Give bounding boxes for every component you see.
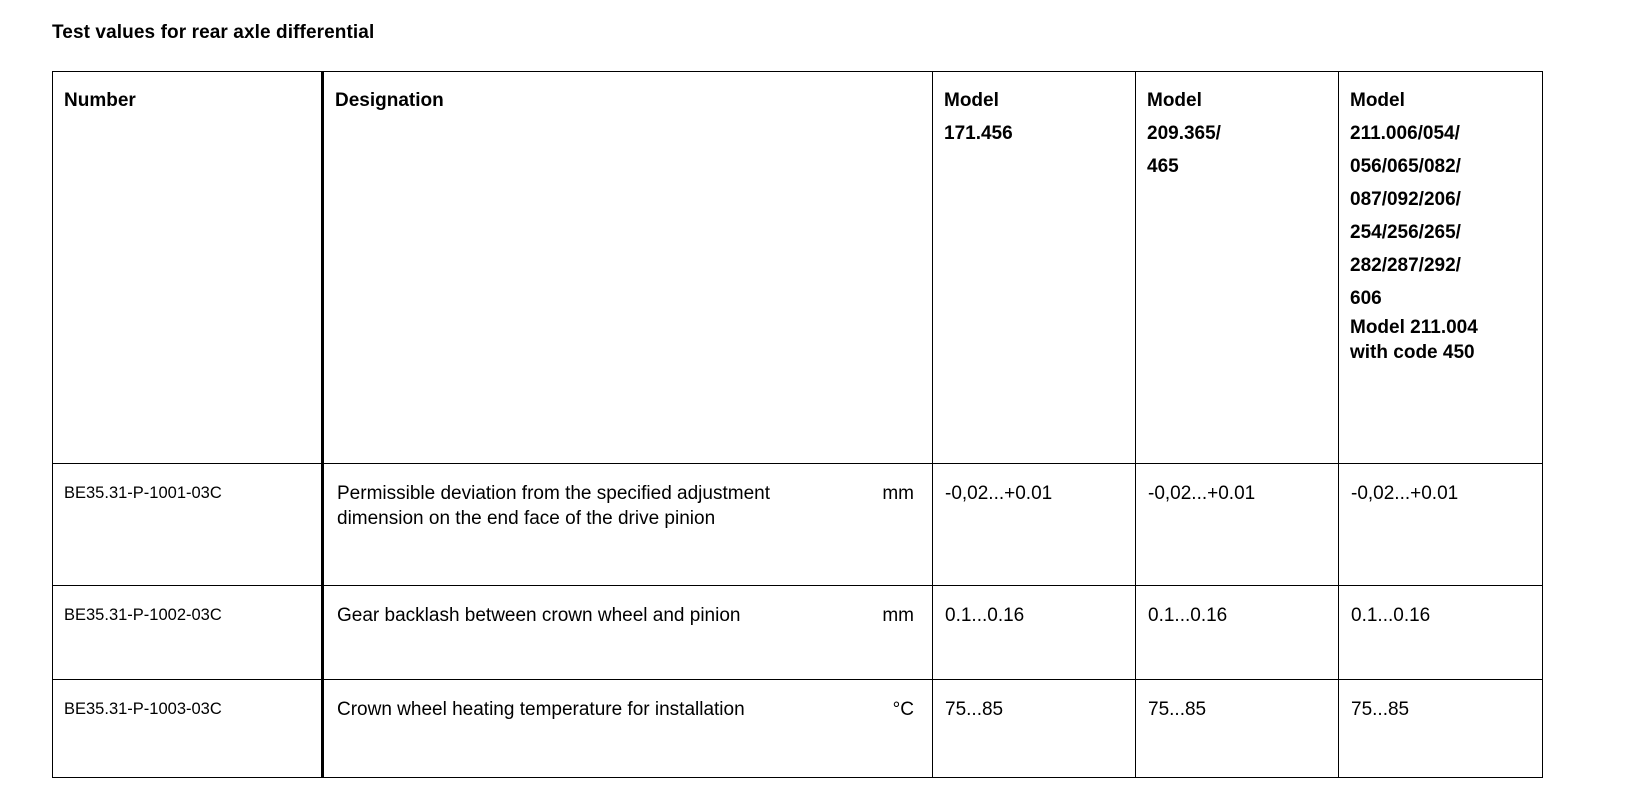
header-model-b (1136, 72, 1339, 464)
row-value-model-a: -0,02...+0.01 (945, 483, 1053, 504)
row-unit: mm (882, 605, 914, 626)
row-value-model-a: 0.1...0.16 (945, 605, 1025, 626)
row-value-model-c: 75...85 (1351, 699, 1410, 720)
table-row (53, 680, 1543, 778)
header-model-c-line: 606 (1350, 288, 1382, 309)
row-value-model-a: 75...85 (945, 699, 1004, 720)
row-unit: °C (892, 699, 914, 720)
header-model-b-line: Model (1147, 90, 1202, 111)
row-designation: Permissible deviation from the specified adjustment dimension on the end face of the drive pinion (337, 483, 770, 529)
header-model-c-extra-line: Model 211.004 (1350, 317, 1478, 338)
table-row (53, 586, 1543, 680)
row-unit: mm (882, 483, 914, 504)
header-model-a (933, 72, 1136, 464)
row-designation: Crown wheel heating temperature for installation (337, 699, 745, 720)
table-header-row (53, 72, 1543, 464)
row-designation: Gear backlash between crown wheel and pinion (337, 605, 741, 626)
page-title: Test values for rear axle differential (52, 22, 375, 43)
header-model-c-line: 211.006/054/ (1350, 123, 1460, 144)
header-model-c-line: 282/287/292/ (1350, 255, 1461, 276)
header-model-c-line: 056/065/082/ (1350, 156, 1461, 177)
test-values-table (52, 71, 1543, 778)
table-row (53, 464, 1543, 586)
header-designation (323, 72, 933, 464)
header-number-label: Number (64, 90, 136, 111)
header-model-a-line: 171.456 (944, 123, 1013, 144)
header-model-c-line: 087/092/206/ (1350, 189, 1461, 210)
row-value-model-b: 75...85 (1148, 699, 1207, 720)
row-value-model-c: 0.1...0.16 (1351, 605, 1431, 626)
header-model-c-line: Model (1350, 90, 1405, 111)
header-designation-label: Designation (335, 90, 444, 111)
header-model-b-line: 465 (1147, 156, 1179, 177)
row-value-model-b: -0,02...+0.01 (1148, 483, 1256, 504)
header-model-a-line: Model (944, 90, 999, 111)
row-number: BE35.31-P-1001-03C (64, 484, 222, 502)
header-model-c-extra-line: with code 450 (1350, 342, 1475, 363)
header-model-c-line: 254/256/265/ (1350, 222, 1461, 243)
row-value-model-c: -0,02...+0.01 (1351, 483, 1459, 504)
row-value-model-b: 0.1...0.16 (1148, 605, 1228, 626)
row-number: BE35.31-P-1003-03C (64, 700, 222, 718)
header-model-b-line: 209.365/ (1147, 123, 1221, 144)
header-number (53, 72, 323, 464)
row-number: BE35.31-P-1002-03C (64, 606, 222, 624)
header-model-c (1339, 72, 1543, 464)
